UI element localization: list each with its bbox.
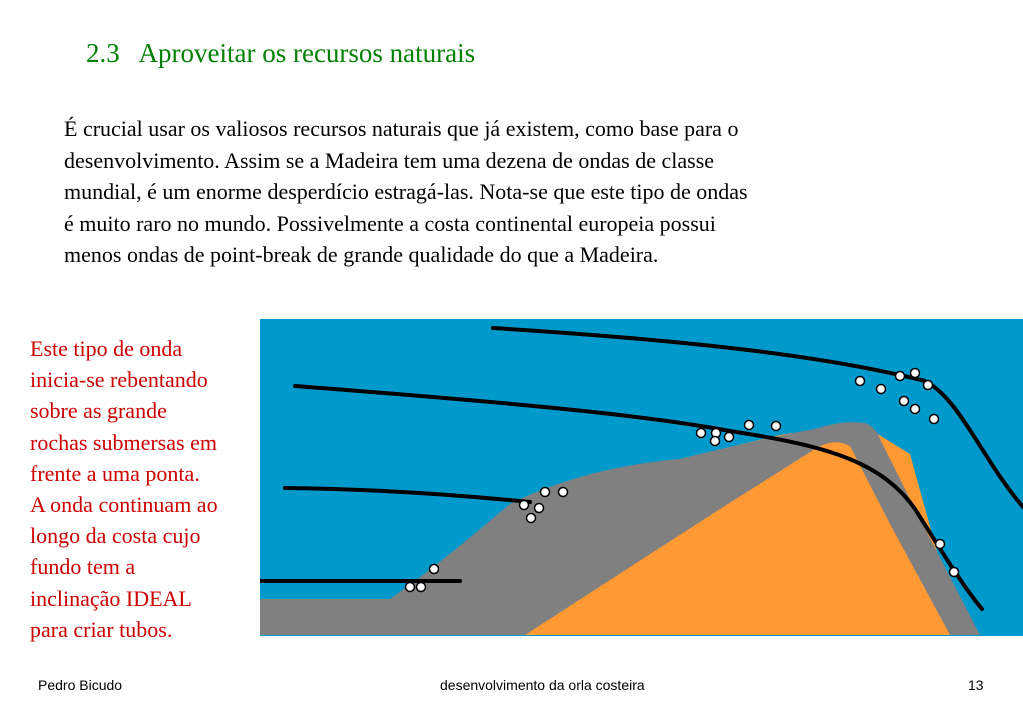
footer-title: desenvolvimento da orla costeira xyxy=(440,677,645,693)
paragraph-line: é muito raro no mundo. Possivelmente a costa continental europeia possui xyxy=(64,210,716,236)
foam-dot xyxy=(559,488,568,497)
intro-paragraph xyxy=(64,113,894,271)
point-break-diagram xyxy=(260,319,1023,636)
explanation-line: fundo tem a xyxy=(30,554,136,580)
slide-title: 2.3 Aproveitar os recursos naturais xyxy=(86,38,476,68)
foam-dot xyxy=(772,422,781,431)
explanation-line: A onda continuam ao xyxy=(30,492,218,518)
foam-dot xyxy=(527,514,536,523)
foam-dot xyxy=(924,381,933,390)
paragraph-line: desenvolvimento. Assim se a Madeira tem uma dezena de ondas de classe xyxy=(64,147,715,173)
foam-dot xyxy=(417,583,426,592)
foam-dot xyxy=(430,565,439,574)
wave-explanation xyxy=(30,333,262,645)
foam-dot xyxy=(856,377,865,386)
explanation-line: inclinação IDEAL xyxy=(30,585,192,611)
foam-dot xyxy=(936,540,945,549)
foam-dot xyxy=(950,568,959,577)
foam-dot xyxy=(930,415,939,424)
explanation-line: longo da costa cujo xyxy=(30,523,201,549)
foam-dot xyxy=(541,488,550,497)
paragraph-line: mundial, é um enorme desperdício estragá-las. Nota-se que este tipo de ondas xyxy=(64,179,748,204)
foam-dot xyxy=(896,372,905,381)
explanation-line: frente a uma ponta. xyxy=(30,460,200,486)
foam-dot xyxy=(520,501,529,510)
foam-dot xyxy=(697,429,706,438)
explanation-line: rochas submersas em xyxy=(30,429,217,455)
explanation-line: Este tipo de onda xyxy=(30,336,183,361)
explanation-line: inicia-se rebentando xyxy=(30,367,208,393)
paragraph-line: menos ondas de point-break de grande qualidade do que a Madeira. xyxy=(64,242,659,267)
paragraph-line: É crucial usar os valiosos recursos naturais que já existem, como base para o xyxy=(64,116,739,141)
foam-dot xyxy=(911,369,920,378)
page-number: 13 xyxy=(968,677,984,693)
foam-dot xyxy=(911,405,920,414)
foam-dot xyxy=(535,504,544,513)
foam-dot xyxy=(711,437,720,446)
explanation-line: para criar tubos. xyxy=(30,616,173,642)
foam-dot xyxy=(877,385,886,394)
foam-dot xyxy=(725,433,734,442)
foam-dot xyxy=(406,583,415,592)
explanation-line: sobre as grande xyxy=(30,398,167,424)
foam-dot xyxy=(745,421,754,430)
footer-author: Pedro Bicudo xyxy=(38,677,123,693)
foam-dot xyxy=(900,397,909,406)
